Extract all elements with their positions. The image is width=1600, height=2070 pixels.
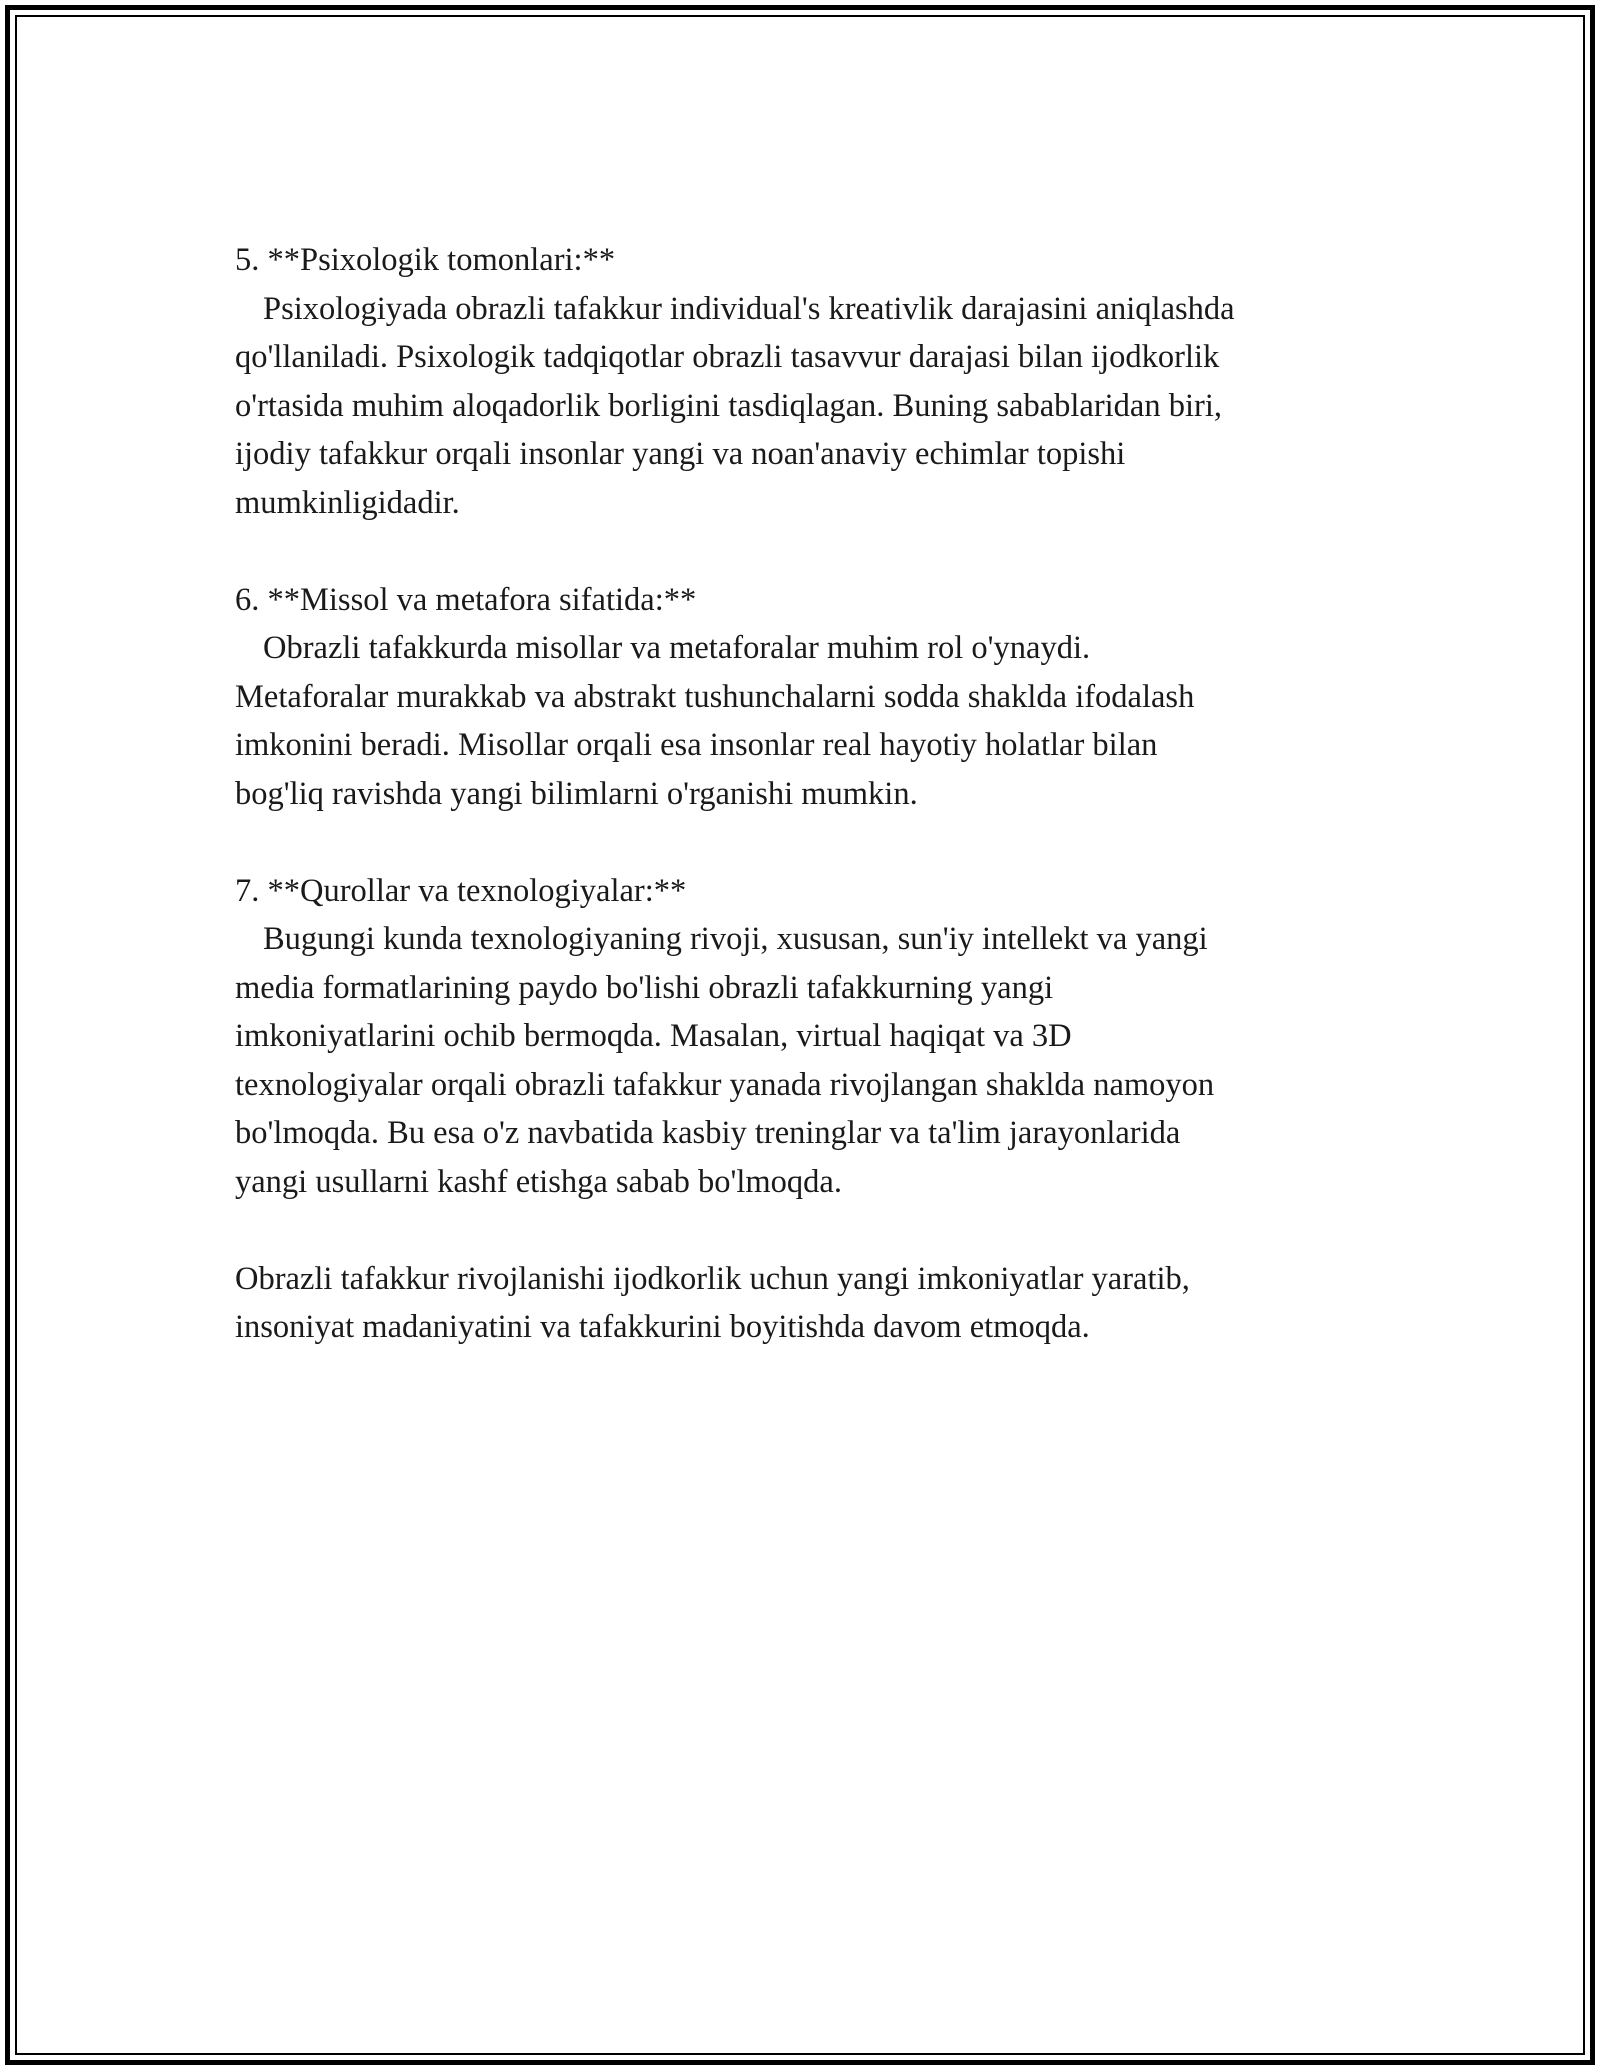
paragraph-line: bo'lmoqda. Bu esa o'z navbatida kasbiy treninglar va ta'lim jarayonlarida (235, 1115, 1181, 1151)
paragraph-line: qo'llaniladi. Psixologik tadqiqotlar obrazli tasavvur darajasi bilan ijodkorlik (235, 339, 1220, 375)
paragraph-line: mumkinligidadir. (235, 484, 460, 521)
section-qurollar (235, 867, 1385, 1207)
paragraph-line: imkonini beradi. Misollar orqali esa insonlar real hayotiy holatlar bilan (235, 727, 1158, 763)
paragraph-line: texnologiyalar orqali obrazli tafakkur yanada rivojlangan shaklda namoyon (235, 1066, 1215, 1103)
section-heading: 7. **Qurollar va texnologiyalar:** (235, 872, 687, 909)
section-heading: 5. **Psixologik tomonlari:** (235, 242, 616, 278)
paragraph-line: o'rtasida muhim aloqadorlik borligini tasdiqlagan. Buning sabablaridan biri, (235, 387, 1222, 424)
paragraph-line: imkoniyatlarini ochib bermoqda. Masalan, virtual haqiqat va 3D (235, 1018, 1072, 1054)
document-body (235, 236, 1385, 1400)
paragraph-line: media formatlarining paydo bo'lishi obrazli tafakkurning yangi (235, 969, 1054, 1006)
paragraph-line: Obrazli tafakkur rivojlanishi ijodkorlik uchun yangi imkoniyatlar yaratib, (235, 1260, 1190, 1297)
paragraph-line: insoniyat madaniyatini va tafakkurini boyitishda davom etmoqda. (235, 1309, 1090, 1345)
paragraph-line: yangi usullarni kashf etishga sabab bo'lmoqda. (235, 1163, 842, 1200)
paragraph-line: Bugungi kunda texnologiyaning rivoji, xususan, sun'iy intellekt va yangi (263, 921, 1208, 957)
section-heading: 6. **Missol va metafora sifatida:** (235, 581, 697, 618)
paragraph-line: Metaforalar murakkab va abstrakt tushunchalarni sodda shaklda ifodalash (235, 678, 1195, 715)
section-conclusion (235, 1255, 1385, 1352)
paragraph-line: bog'liq ravishda yangi bilimlarni o'rganishi mumkin. (235, 775, 918, 812)
section-psixologik (235, 236, 1385, 527)
paragraph-line: ijodiy tafakkur orqali insonlar yangi va noan'anaviy echimlar topishi (235, 436, 1126, 472)
section-missol (235, 576, 1385, 819)
paragraph-line: Psixologiyada obrazli tafakkur individual's kreativlik darajasini aniqlashda (263, 290, 1235, 327)
paragraph-line: Obrazli tafakkurda misollar va metaforalar muhim rol o'ynaydi. (263, 630, 1091, 666)
